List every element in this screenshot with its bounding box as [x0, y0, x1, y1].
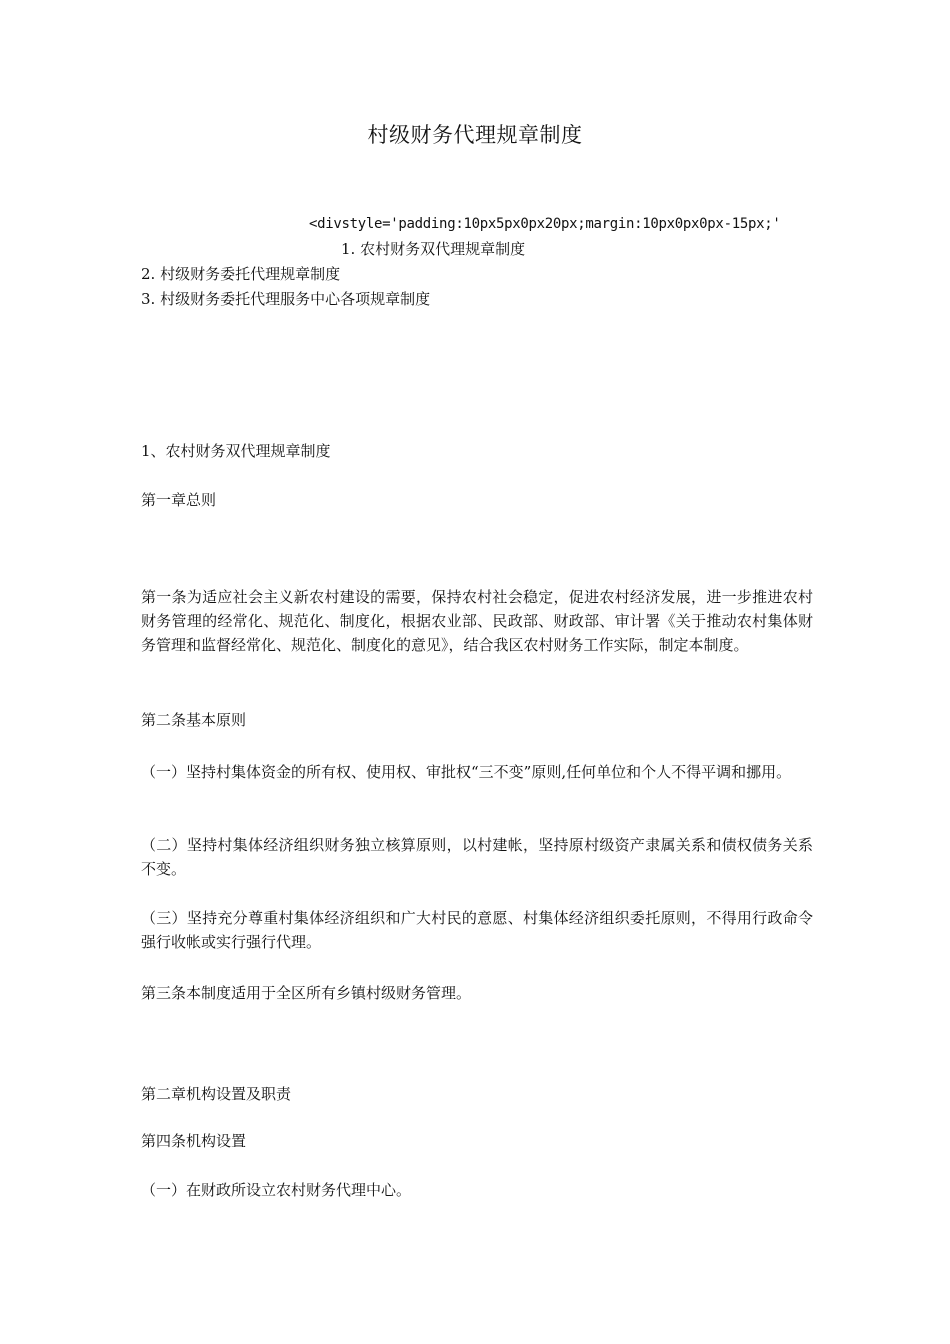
principle-3-paragraph: （三）坚持充分尊重村集体经济组织和广大村民的意愿、村集体经济组织委托原则，不得用行政命令强行收帐或实行强行代理。 [141, 909, 813, 951]
principle-1-paragraph: （一）坚持村集体资金的所有权、使用权、审批权“三不变”原则,任何单位和个人不得平调和挪用。 [141, 763, 792, 781]
article-1-paragraph: 第一条为适应社会主义新农村建设的需要，保持农村社会稳定，促进农村经济发展，进一步推进农村财务管理的经常化、规范化、制度化，根据农业部、民政部、财政部、审计署《关于推动农村集体财务管理和监督经常化、规范化、制度化的意见》，结合我区农村财务工作实际，制定本制度。 [141, 588, 813, 654]
toc-item-1: 1. 农村财务双代理规章制度 [341, 240, 526, 258]
chapter-1-heading: 第一章总则 [141, 491, 217, 509]
code-line: <divstyle='padding:10px5px0px20px;margin:10px0px0px-15px;' [309, 216, 781, 232]
principle-2-paragraph: （二）坚持村集体经济组织财务独立核算原则，以村建帐，坚持原村级资产隶属关系和债权债务关系不变。 [141, 836, 813, 878]
document-title: 村级财务代理规章制度 [367, 123, 583, 147]
toc-item-2: 2. 村级财务委托代理规章制度 [141, 265, 341, 283]
section-heading: 1、农村财务双代理规章制度 [141, 442, 331, 460]
chapter-2-heading: 第二章机构设置及职责 [141, 1085, 292, 1103]
article-4-heading: 第四条机构设置 [141, 1132, 247, 1150]
article-2-heading: 第二条基本原则 [141, 711, 247, 729]
toc-item-3: 3. 村级财务委托代理服务中心各项规章制度 [141, 290, 431, 308]
article-4-item-1: （一）在财政所设立农村财务代理中心。 [141, 1181, 412, 1199]
article-3-paragraph: 第三条本制度适用于全区所有乡镇村级财务管理。 [141, 984, 472, 1002]
